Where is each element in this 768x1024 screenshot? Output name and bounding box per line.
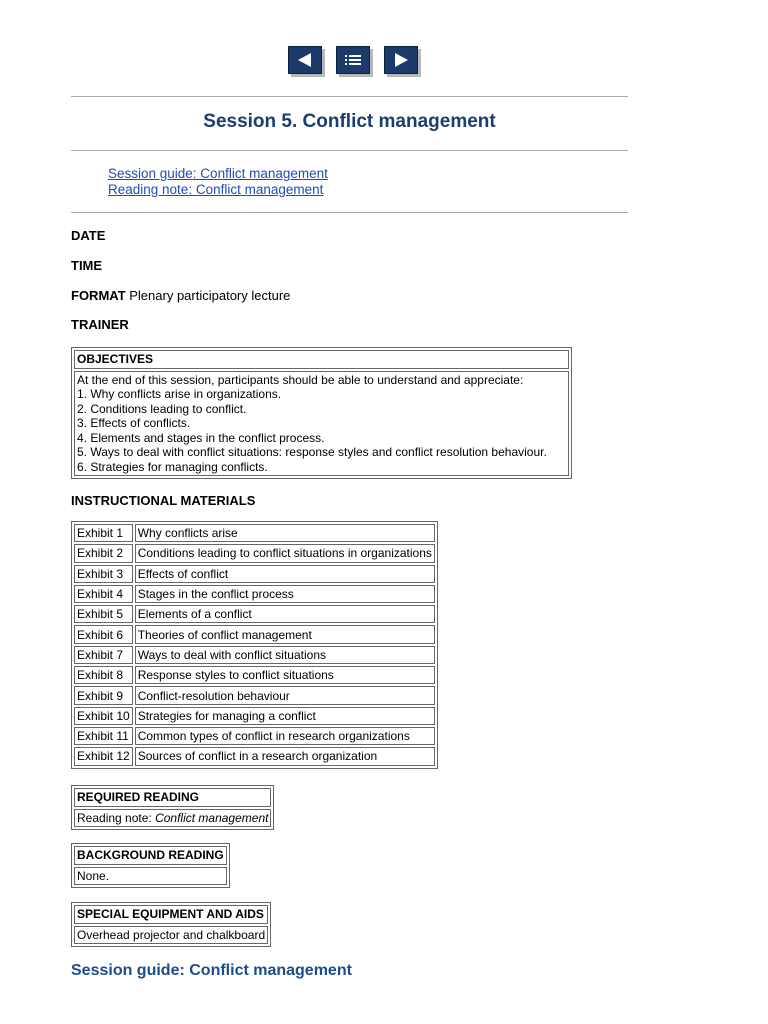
table-row — [74, 646, 435, 664]
table-row — [74, 625, 435, 643]
right-arrow-icon — [392, 52, 410, 68]
table-row — [74, 727, 435, 745]
background-reading-heading: BACKGROUND READING — [74, 846, 227, 865]
objectives-body — [74, 371, 569, 477]
next-page-button[interactable] — [384, 46, 418, 74]
table-row — [74, 565, 435, 583]
format-field — [71, 288, 290, 303]
session-links — [108, 166, 328, 198]
required-reading-prefix: Reading note: — [77, 810, 156, 825]
previous-page-button[interactable] — [288, 46, 322, 74]
exhibit-id: Exhibit 10 — [74, 707, 133, 725]
objective-item: 2. Conditions leading to conflict. — [77, 401, 247, 416]
exhibit-id: Exhibit 11 — [74, 727, 133, 745]
required-reading-value — [74, 809, 271, 828]
exhibits-table — [71, 521, 438, 769]
exhibit-title: Response styles to conflict situations — [135, 666, 435, 684]
required-reading-title: Conflict management — [155, 810, 269, 825]
table-row — [74, 666, 435, 684]
objective-item: 1. Why conflicts arise in organizations. — [77, 387, 282, 401]
exhibit-id: Exhibit 6 — [74, 625, 133, 643]
materials-heading: INSTRUCTIONAL MATERIALS — [71, 493, 256, 508]
table-row — [74, 524, 435, 542]
exhibit-id: Exhibit 1 — [74, 524, 133, 542]
exhibit-title: Conditions leading to conflict situations in organizations — [135, 544, 435, 562]
divider — [71, 96, 628, 97]
contents-button[interactable] — [336, 46, 370, 74]
format-value: Plenary participatory lecture — [125, 288, 291, 303]
exhibit-title: Strategies for managing a conflict — [135, 707, 435, 725]
session-guide-heading: Session guide: Conflict management — [71, 962, 352, 979]
exhibit-id: Exhibit 5 — [74, 605, 133, 623]
background-reading-value: None. — [74, 867, 227, 886]
exhibit-title: Elements of a conflict — [135, 605, 435, 623]
objectives-heading: OBJECTIVES — [74, 350, 569, 369]
table-row — [74, 544, 435, 562]
table-row — [74, 585, 435, 603]
exhibit-title: Common types of conflict in research organizations — [135, 727, 435, 745]
time-field — [71, 258, 102, 273]
exhibit-title: Stages in the conflict process — [135, 585, 435, 603]
trainer-field — [71, 317, 129, 332]
divider — [71, 212, 628, 213]
exhibit-id: Exhibit 2 — [74, 544, 133, 562]
objectives-table — [71, 347, 572, 479]
session-guide-link[interactable]: Session guide: Conflict management — [108, 166, 328, 181]
exhibit-title: Sources of conflict in a research organization — [135, 747, 435, 765]
divider — [71, 150, 628, 151]
time-label: TIME — [71, 258, 103, 273]
exhibit-id: Exhibit 3 — [74, 565, 133, 583]
equipment-value: Overhead projector and chalkboard — [74, 926, 268, 945]
contents-list-icon — [343, 52, 363, 68]
objective-item: 6. Strategies for managing conflicts. — [77, 459, 268, 474]
exhibit-id: Exhibit 7 — [74, 646, 133, 664]
exhibit-id: Exhibit 4 — [74, 585, 133, 603]
table-row — [74, 707, 435, 725]
exhibit-id: Exhibit 9 — [74, 686, 133, 704]
objective-item: 3. Effects of conflicts. — [77, 416, 191, 430]
required-reading-heading: REQUIRED READING — [74, 788, 271, 807]
objective-intro: At the end of this session, participants should be able to understand and appreciate: — [77, 372, 524, 387]
table-row — [74, 605, 435, 623]
trainer-label: TRAINER — [71, 317, 129, 332]
equipment-table — [71, 902, 271, 947]
exhibit-title: Conflict-resolution behaviour — [135, 686, 435, 704]
table-row — [74, 747, 435, 765]
format-label: FORMAT — [71, 288, 126, 303]
navigation-bar — [288, 46, 418, 74]
objective-item: 4. Elements and stages in the conflict process. — [77, 430, 325, 445]
objective-item: 5. Ways to deal with conflict situations: response styles and conflict resolution behaviour. — [77, 445, 547, 459]
table-row — [74, 686, 435, 704]
exhibit-title: Why conflicts arise — [135, 524, 435, 542]
reading-note-link[interactable]: Reading note: Conflict management — [108, 182, 324, 197]
exhibit-title: Ways to deal with conflict situations — [135, 646, 435, 664]
equipment-heading: SPECIAL EQUIPMENT AND AIDS — [74, 905, 268, 924]
exhibit-id: Exhibit 8 — [74, 666, 133, 684]
materials-heading-wrap — [71, 493, 255, 508]
date-field — [71, 228, 105, 243]
exhibit-id: Exhibit 12 — [74, 747, 133, 765]
left-arrow-icon — [296, 52, 314, 68]
date-label: DATE — [71, 228, 106, 243]
exhibit-title: Theories of conflict management — [135, 625, 435, 643]
exhibit-title: Effects of conflict — [135, 565, 435, 583]
page-title: Session 5. Conflict management — [203, 111, 496, 132]
required-reading-table — [71, 785, 274, 830]
background-reading-table — [71, 843, 230, 888]
